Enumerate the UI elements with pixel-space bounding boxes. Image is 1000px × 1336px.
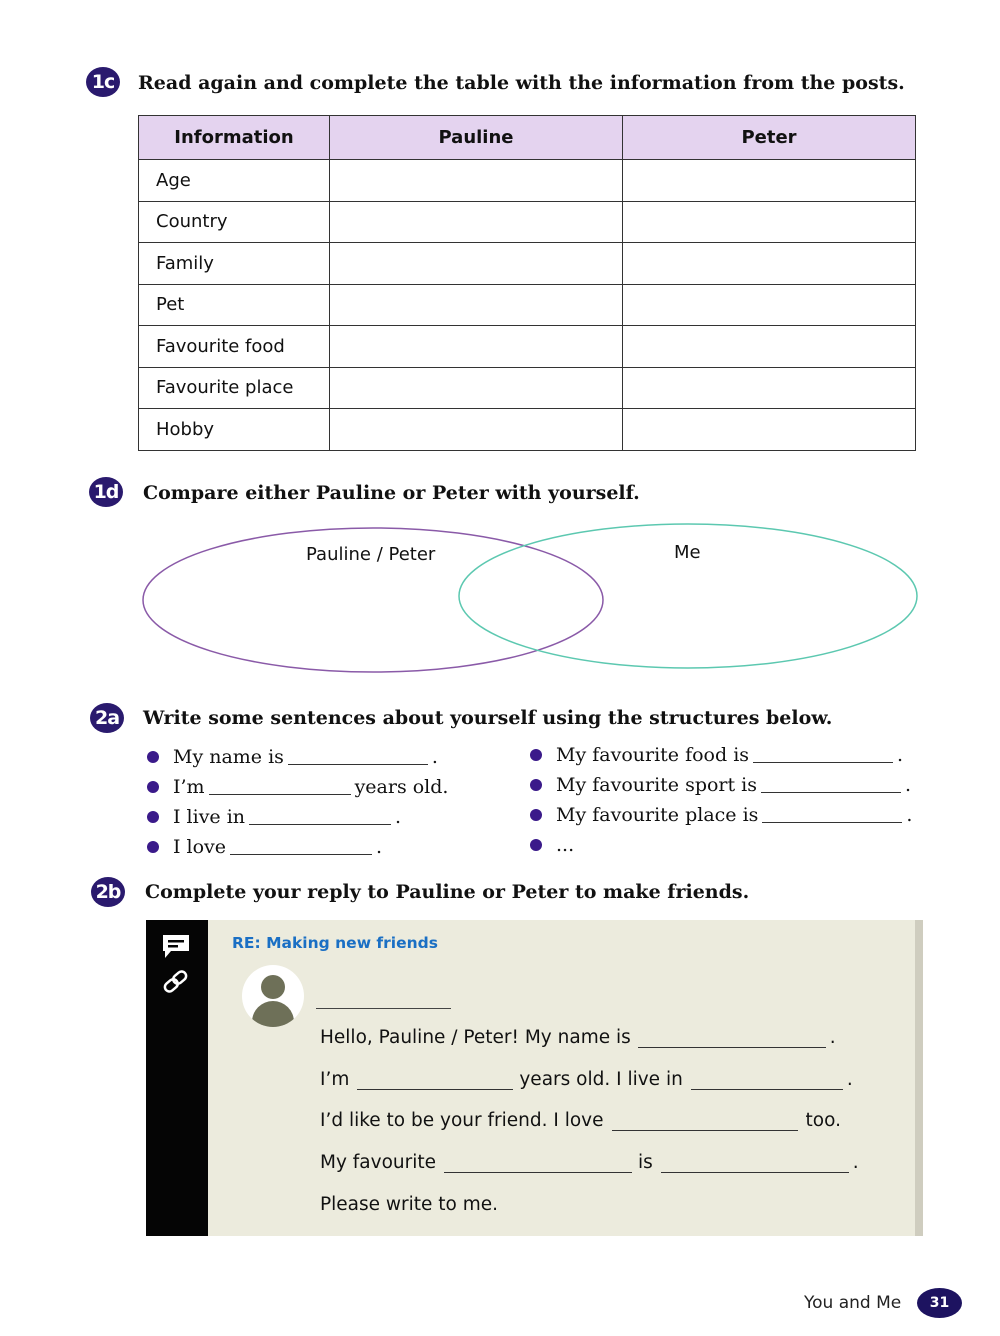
answer-cell-peter[interactable] [623, 160, 916, 202]
bullet-icon [147, 781, 159, 793]
reply-text: . [829, 1027, 836, 1048]
sentence-item [530, 800, 912, 830]
post-sidebar [146, 920, 208, 1236]
answer-cell-pauline[interactable] [330, 284, 623, 326]
sentence-item [530, 770, 912, 800]
venn-label-left: Pauline / Peter [306, 544, 436, 565]
sentence-item [530, 740, 912, 770]
post-scrollbar[interactable] [915, 920, 923, 1236]
information-table [138, 115, 916, 451]
row-label: Favourite food [139, 326, 330, 368]
sentence-list-left [147, 742, 448, 862]
venn-diagram [138, 520, 923, 680]
answer-cell-peter[interactable] [623, 243, 916, 285]
table-row [139, 160, 916, 202]
venn-label-right: Me [674, 542, 701, 563]
reply-post [146, 920, 923, 1236]
sentence-text: My favourite sport is [556, 774, 758, 796]
bullet-icon [147, 751, 159, 763]
exercise-badge-1d: 1d [89, 477, 123, 507]
exercise-instruction-1d: Compare either Pauline or Peter with yourself. [143, 482, 640, 504]
answer-cell-pauline[interactable] [330, 367, 623, 409]
sentence-end: . [905, 774, 912, 796]
row-label: Hobby [139, 409, 330, 451]
reply-text: years old. I live in [519, 1069, 683, 1090]
bullet-icon [147, 841, 159, 853]
answer-blank[interactable] [444, 1155, 632, 1173]
sentence-text: ... [556, 834, 575, 856]
answer-cell-peter[interactable] [623, 201, 916, 243]
table-header: Information [139, 116, 330, 160]
sentence-item [147, 772, 448, 802]
reply-line [320, 1027, 836, 1048]
reply-text: My favourite [320, 1152, 437, 1173]
answer-blank[interactable] [612, 1113, 798, 1131]
answer-blank[interactable] [288, 749, 428, 765]
sentence-end: . [906, 804, 913, 826]
sentence-text: My favourite place is [556, 804, 759, 826]
exercise-instruction-2b: Complete your reply to Pauline or Peter to make friends. [145, 881, 750, 903]
link-icon[interactable] [161, 968, 191, 996]
reply-line [320, 1069, 853, 1090]
answer-blank[interactable] [249, 809, 391, 825]
table-header: Pauline [330, 116, 623, 160]
row-label: Favourite place [139, 367, 330, 409]
answer-blank[interactable] [209, 779, 351, 795]
answer-blank[interactable] [761, 777, 901, 793]
sentence-end: . [395, 806, 402, 828]
table-row [139, 243, 916, 285]
sentence-list-right [530, 740, 912, 860]
answer-blank[interactable] [357, 1072, 513, 1090]
answer-blank[interactable] [762, 807, 902, 823]
answer-cell-pauline[interactable] [330, 201, 623, 243]
row-label: Pet [139, 284, 330, 326]
post-title[interactable]: RE: Making new friends [232, 934, 438, 952]
reply-line [320, 1110, 841, 1131]
bullet-icon [147, 811, 159, 823]
table-header: Peter [623, 116, 916, 160]
exercise-badge-2b: 2b [91, 877, 125, 907]
answer-blank[interactable] [661, 1155, 849, 1173]
reply-text: . [852, 1152, 859, 1173]
sentence-item [530, 830, 912, 860]
sentence-end: years old. [354, 776, 449, 798]
answer-cell-pauline[interactable] [330, 326, 623, 368]
unit-title: You and Me [804, 1293, 902, 1313]
page-number: 31 [917, 1288, 962, 1318]
answer-blank[interactable] [230, 839, 372, 855]
sentence-end: . [431, 746, 438, 768]
reply-line [320, 1152, 859, 1173]
sentence-end: . [897, 744, 904, 766]
table-row [139, 367, 916, 409]
reply-line [320, 1194, 498, 1215]
answer-cell-pauline[interactable] [330, 409, 623, 451]
answer-blank[interactable] [753, 747, 893, 763]
reply-text: I’m [320, 1069, 350, 1090]
answer-cell-peter[interactable] [623, 326, 916, 368]
bullet-icon [530, 779, 542, 791]
answer-cell-pauline[interactable] [330, 160, 623, 202]
sentence-text: I live in [173, 806, 246, 828]
table-row [139, 284, 916, 326]
reply-text: Hello, Pauline / Peter! My name is [320, 1027, 631, 1048]
sentence-text: My name is [173, 746, 284, 768]
bullet-icon [530, 839, 542, 851]
exercise-badge-1c: 1c [86, 67, 120, 97]
table-row [139, 409, 916, 451]
avatar-head [261, 975, 285, 999]
row-label: Age [139, 160, 330, 202]
row-label: Family [139, 243, 330, 285]
table-header-row [139, 116, 916, 160]
exercise-badge-2a: 2a [90, 703, 124, 733]
reply-text: is [638, 1152, 653, 1173]
exercise-instruction-2a: Write some sentences about yourself using the structures below. [143, 707, 833, 729]
reply-text: . [846, 1069, 853, 1090]
answer-cell-peter[interactable] [623, 284, 916, 326]
reply-text: too. [805, 1110, 841, 1131]
comment-icon[interactable] [161, 933, 191, 961]
answer-cell-peter[interactable] [623, 367, 916, 409]
sentence-item [147, 832, 448, 862]
sentence-text: I love [173, 836, 227, 858]
bullet-icon [530, 809, 542, 821]
sentence-end: . [376, 836, 383, 858]
avatar-body [252, 1001, 294, 1027]
avatar [242, 965, 304, 1027]
bullet-icon [530, 749, 542, 761]
reply-text: Please write to me. [320, 1194, 499, 1215]
row-label: Country [139, 201, 330, 243]
answer-blank[interactable] [691, 1072, 843, 1090]
answer-blank[interactable] [638, 1030, 826, 1048]
username-blank[interactable] [316, 1008, 451, 1009]
exercise-instruction-1c: Read again and complete the table with the information from the posts. [138, 72, 905, 94]
table-row [139, 326, 916, 368]
table-row [139, 201, 916, 243]
answer-cell-peter[interactable] [623, 409, 916, 451]
sentence-text: I’m [173, 776, 205, 798]
reply-text: I’d like to be your friend. I love [320, 1110, 604, 1131]
sentence-text: My favourite food is [556, 744, 750, 766]
sentence-item [147, 802, 448, 832]
sentence-item [147, 742, 448, 772]
answer-cell-pauline[interactable] [330, 243, 623, 285]
